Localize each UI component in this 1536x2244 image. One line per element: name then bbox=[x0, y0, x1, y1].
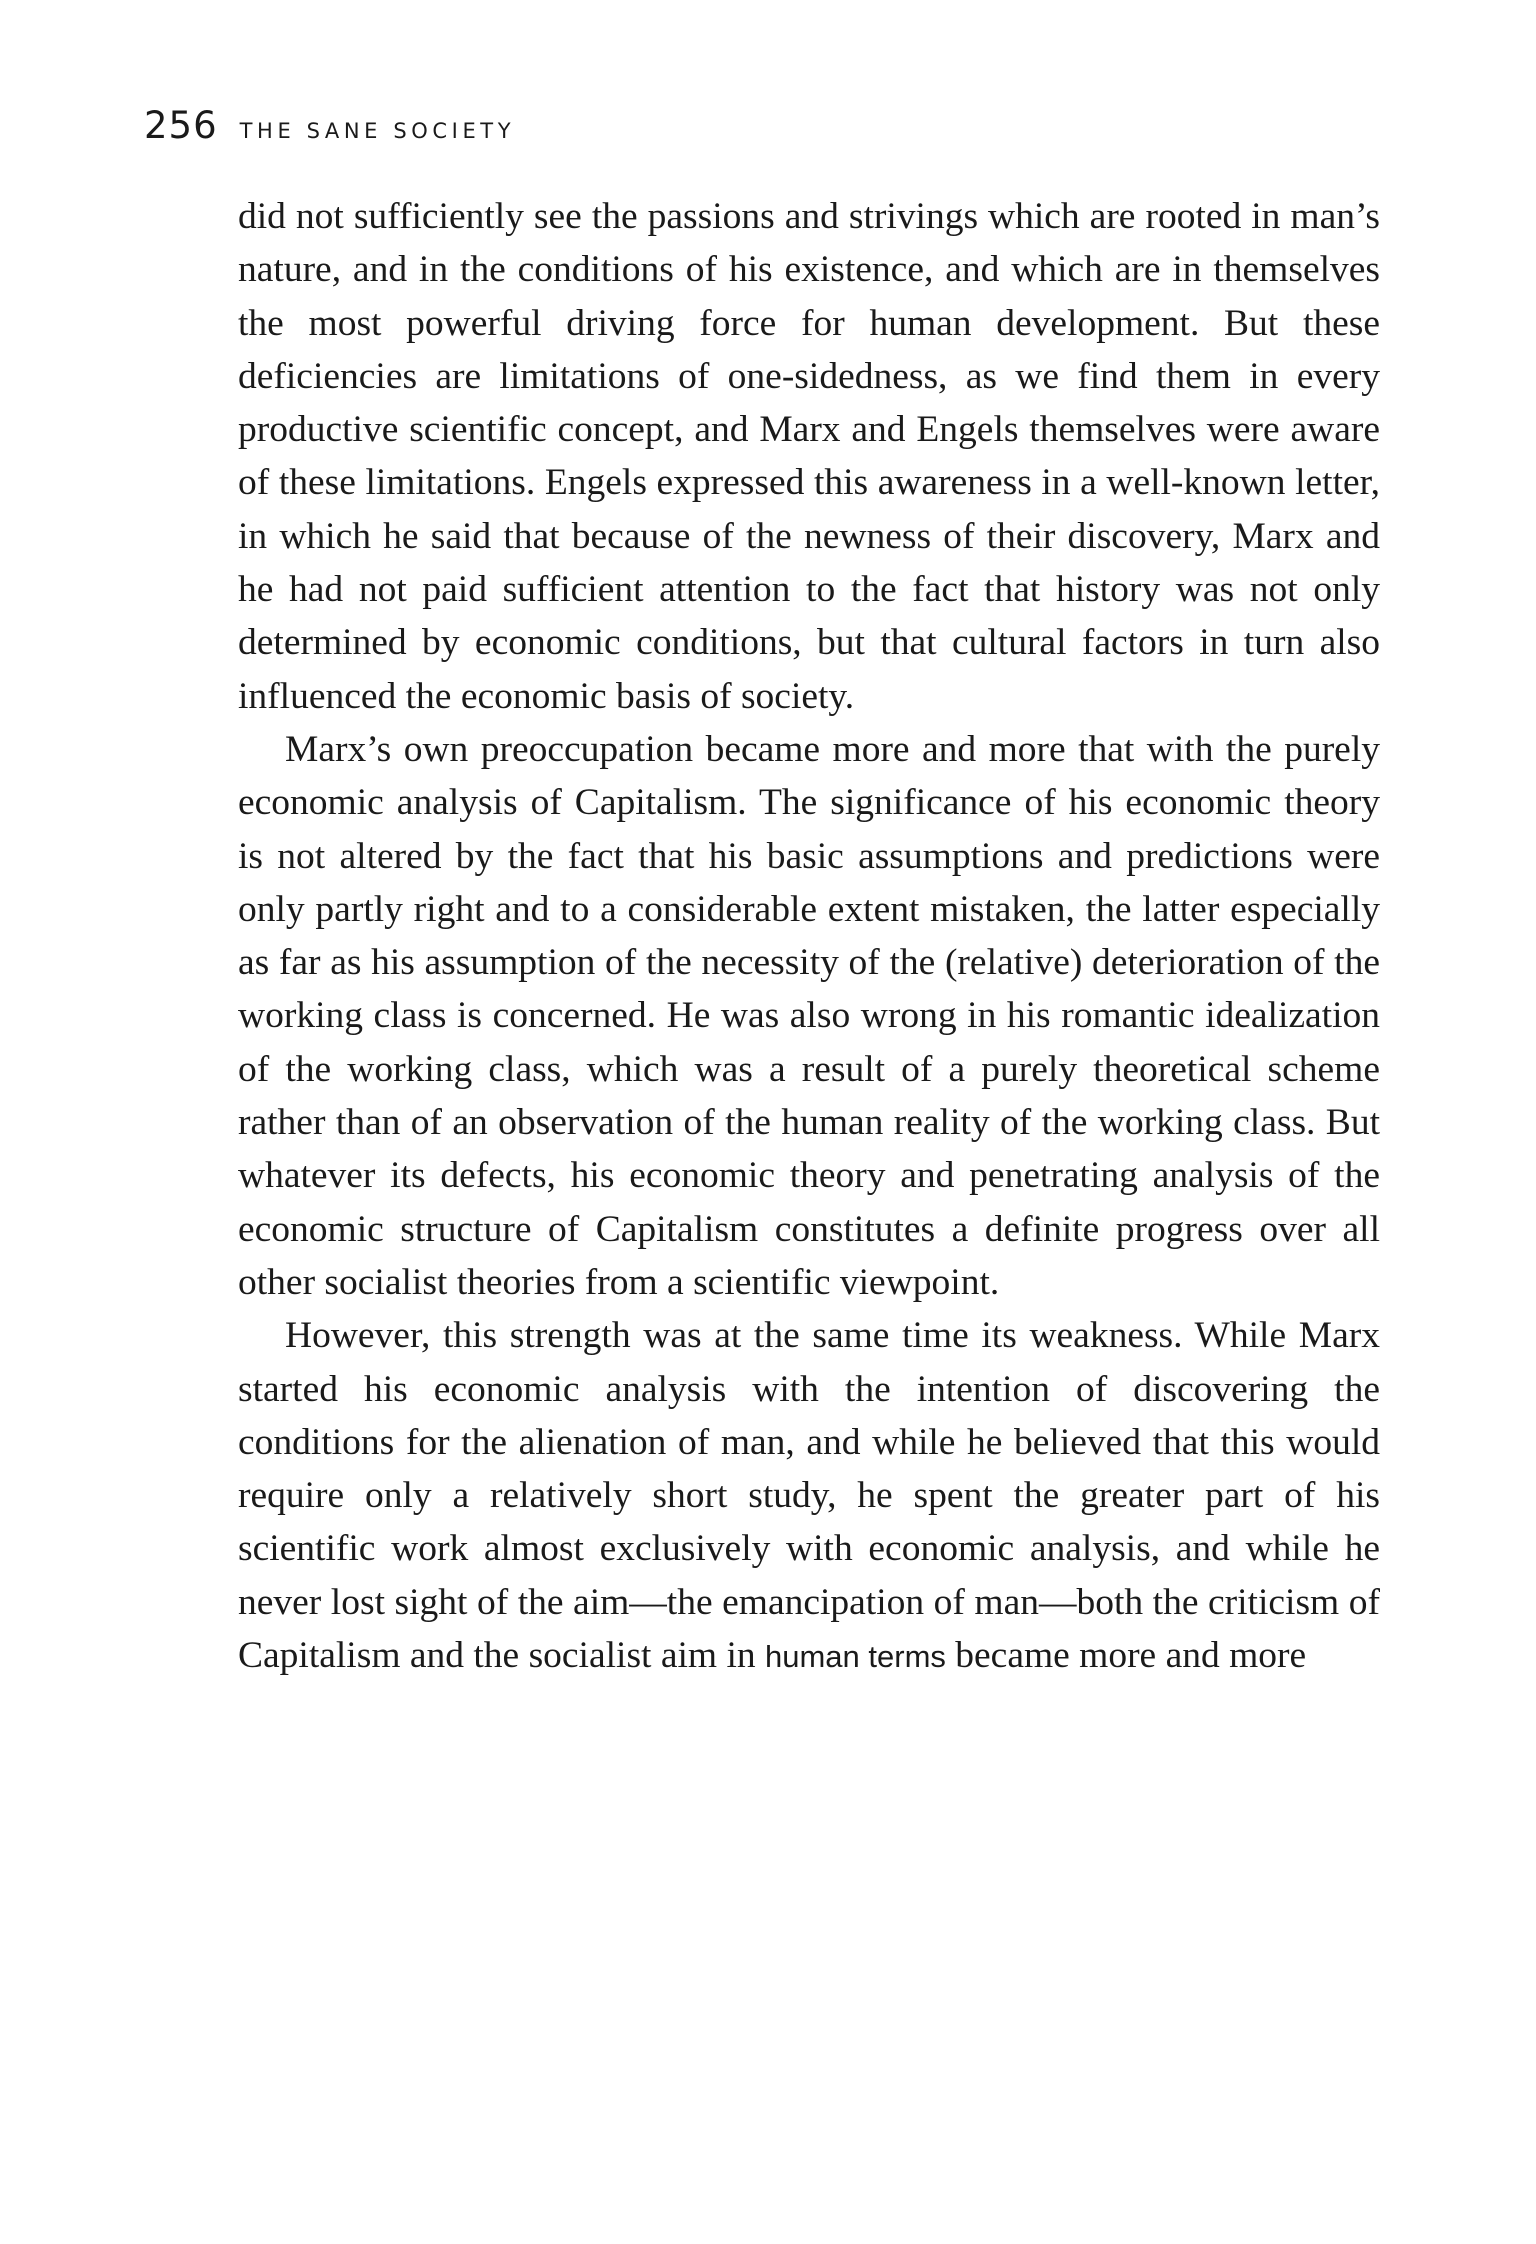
running-head bbox=[144, 104, 515, 147]
paragraph-3-text-end: became more and more bbox=[945, 1635, 1307, 1677]
paragraph-3 bbox=[238, 1309, 1380, 1683]
paragraph-2: Marx’s own preoccupation became more and more that with the purely economic analysis of Capitalism. The significance of his economic theory is not altered by the fact that his basic assumptions and predictions were only partly right and to a considerable extent mistaken, the latter especially as far as his assumption of the necessity of the (relative) deterioration of the working class is concerned. He was also wrong in his romantic idealization of the working class, which was a result of a purely theoretical scheme rather than of an observation of the human reality of the working class. But whatever its defects, his economic theory and penetrating analysis of the economic structure of Capitalism constitutes a definite progress over all other socialist theories from a scientific viewpoint. bbox=[238, 728, 1380, 1303]
page-number: 256 bbox=[144, 104, 218, 147]
book-title: THE SANE SOCIETY bbox=[239, 119, 516, 143]
paragraph-3-text-start: However, this strength was at the same time its weakness. While Marx started his economic analysis with the intention of discovering the conditions for the alienation of man, and while he believed that this would require only a relatively short study, he spent the greater part of his scientific work almost exclusively with economic analysis, and while he never lost sight of the aim—the emancipation of man—both the criticism of Capitalism and the socialist aim in bbox=[238, 1315, 1380, 1677]
paragraph-1: did not sufficiently see the passions and strivings which are rooted in man’s nature, and in the conditions of his existence, and which are in themselves the most powerful driving force for human development. But these deficiencies are limitations of one-sidedness, as we find them in every productive scientific concept, and Marx and Engels themselves were aware of these limitations. Engels expressed this awareness in a well-known letter, in which he said that because of the newness of their discovery, Marx and he had not paid sufficient attention to the fact that history was not only determined by economic conditions, but that cultural factors in turn also influenced the economic basis of society. bbox=[238, 196, 1380, 717]
body-text bbox=[238, 190, 1380, 1683]
emphasis-human-terms: human terms bbox=[765, 1639, 946, 1675]
